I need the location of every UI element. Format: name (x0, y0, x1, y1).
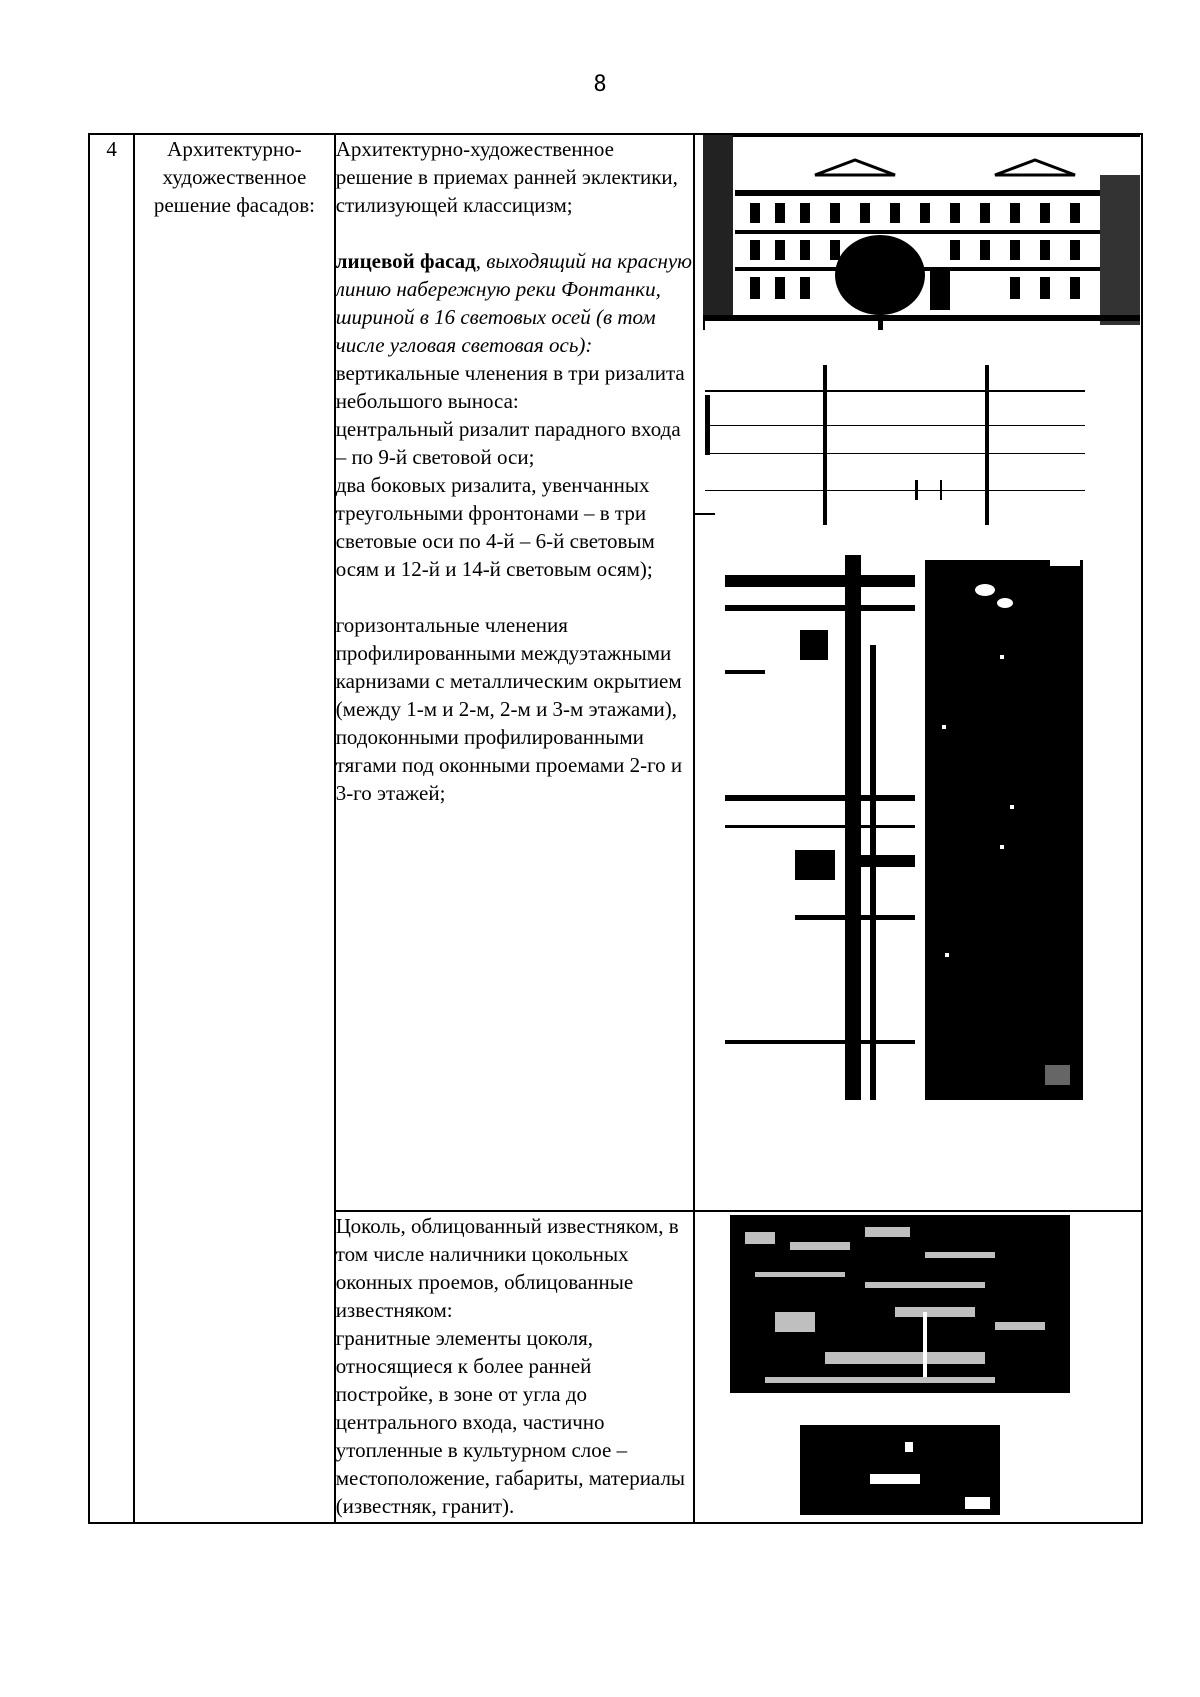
facade-photo (703, 135, 1140, 330)
facade-main-detail: выходящий на красную линию набережную реки Фонтанки, шириной в 16 световых осей (в том числе угловая световая ось): (335, 249, 692, 357)
plinth-photos (695, 1212, 1140, 1522)
facade-main-title: лицевой фасад (335, 249, 476, 273)
plinth-photo (730, 1215, 1070, 1393)
cornice-photo (725, 555, 1083, 1100)
facade-intro: Архитектурно-художественное решение в приемах ранней эклектики, стилизующей классицизм; (335, 137, 678, 217)
plinth-granite: гранитные элементы цоколя, относящиеся к более ранней постройке, в зоне от угла до центрального входа, частично утопленные в культурном слое – местоположение, габариты, материалы (известняк, гранит). (335, 1326, 686, 1518)
description-cell-plinth (335, 1211, 694, 1523)
page-number: 8 (593, 72, 607, 97)
subject-name: Архитектурно-художественное решение фасадов: (134, 134, 335, 1523)
facade-main-sep: , (475, 249, 487, 273)
central-risalit: центральный ризалит парадного входа – по 9-й световой оси; (335, 417, 681, 469)
facade-photos (695, 135, 1140, 1210)
photo-cell-facade (694, 134, 1142, 1211)
protection-table (88, 133, 1143, 1524)
row-number: 4 (89, 134, 134, 1523)
horizontal-divisions: горизонтальные членения профилированными междуэтажными карнизами с металлическим окрытием (между 1-м и 2-м, 2-м и 3-м этажами), подоконными профилированными тягами под оконными проемами 2-го и 3-го этажей; (335, 613, 683, 805)
side-risalits: два боковых ризалита, увенчанных треугольными фронтонами – в три световые оси по 4-й – 6-й световым осям и 12-й и 14-й световым осям); (335, 473, 655, 581)
table-row (89, 134, 1142, 1211)
facade-main (336, 247, 693, 359)
plinth-limestone: Цоколь, облицованный известняком, в том числе наличники цокольных оконных проемов, облицованные известняком: (335, 1214, 679, 1322)
vertical-divisions: вертикальные членения в три ризалита небольшого выноса: (335, 361, 685, 413)
plinth-detail-photo (800, 1425, 1000, 1515)
photo-cell-plinth (694, 1211, 1142, 1523)
facade-drawing (695, 365, 1085, 525)
description-cell-facade (335, 134, 694, 1211)
